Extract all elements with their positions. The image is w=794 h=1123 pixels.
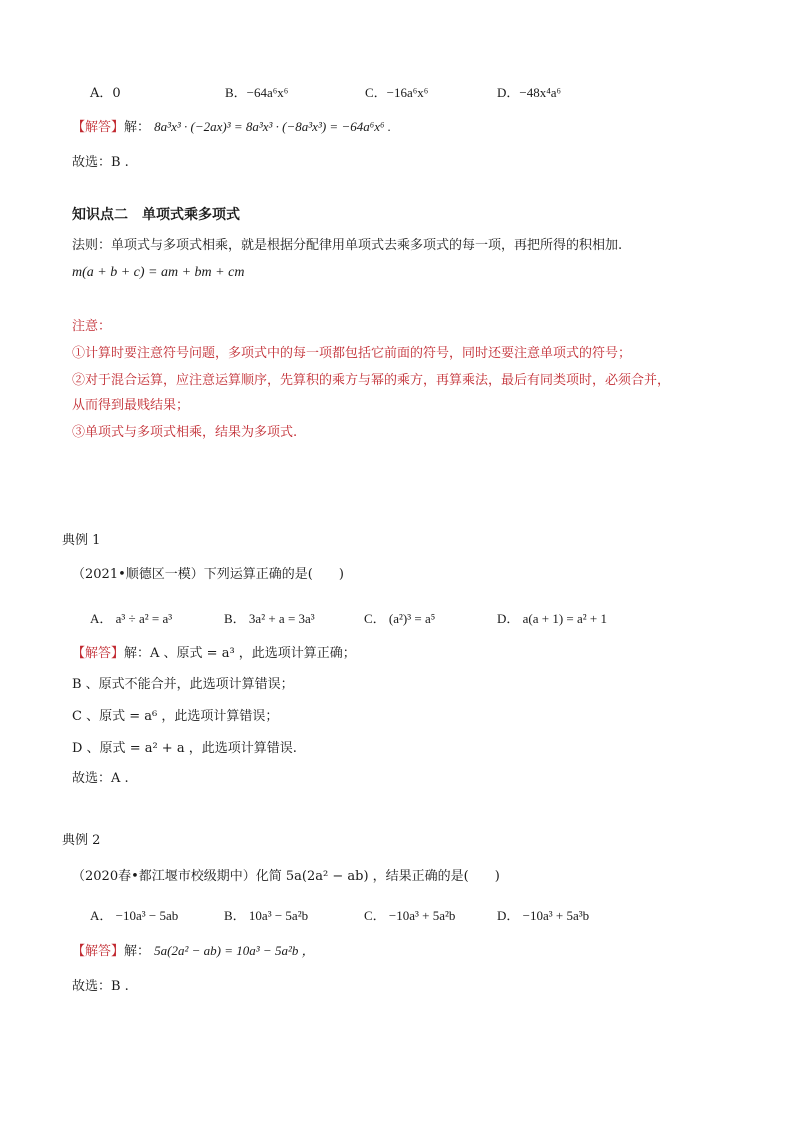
example1-answer-line-3: C 、原式 = a⁶ ，此选项计算错误；	[72, 709, 279, 724]
answer-label: 【解答】	[72, 944, 125, 959]
answer-prefix: 解：	[124, 944, 151, 959]
block1-conclusion: 故选：B .	[72, 155, 129, 170]
answer-label: 【解答】	[72, 120, 125, 135]
example1-answer-line-4: D 、原式 = a² + a ，此选项计算错误.	[72, 741, 297, 756]
option-b: B．−64a⁶x⁶	[225, 85, 289, 100]
section-rule: 法则：单项式与多项式相乘，就是根据分配律用单项式去乘多项式的每一项，再把所得的积相加.	[72, 238, 623, 253]
example2-conclusion: 故选：B .	[72, 979, 129, 994]
example2-option-b: B． 10a³ − 5a²b	[224, 908, 309, 923]
answer-math: 8a³x³ · (−2ax)³ = 8a³x³ · (−8a³x³) = −64a⁶x⁶ .	[154, 119, 392, 134]
answer-math: 5a(2a² − ab) = 10a³ − 5a²b ，	[154, 943, 315, 958]
example2-question: （2020春•都江堰市校级期中）化简 5a(2a² − ab) ，结果正确的是( )	[72, 869, 500, 884]
note-item-3: ③单项式与多项式相乘，结果为多项式.	[72, 425, 298, 440]
answer-prefix: 解：	[124, 120, 151, 135]
example2-option-a: A． −10a³ − 5ab	[90, 908, 179, 923]
answer-text: 解：A 、原式 = a³ ，此选项计算正确；	[124, 646, 356, 661]
option-a: A．0	[90, 86, 121, 101]
section-title: 知识点二 单项式乘多项式	[72, 207, 240, 223]
example1-option-a: A． a³ ÷ a² = a³	[90, 611, 173, 626]
note-item-2-cont: 从而得到最贱结果；	[72, 398, 190, 413]
answer-label: 【解答】	[72, 646, 125, 661]
example2-title: 典例 2	[62, 833, 101, 848]
block1-answer	[72, 118, 391, 137]
example2-option-d: D． −10a³ + 5a³b	[497, 908, 590, 923]
example1-answer-line-2: B 、原式不能合并，此选项计算错误；	[72, 677, 294, 692]
option-c: C．−16a⁶x⁶	[365, 85, 429, 100]
example1-answer-line-1	[72, 645, 356, 663]
section-formula: m(a + b + c) = am + bm + cm	[72, 265, 245, 280]
example2-answer	[72, 942, 315, 961]
example1-question: （2021•顺德区一模）下列运算正确的是( )	[72, 567, 344, 582]
example1-option-d: D． a(a + 1) = a² + 1	[497, 611, 607, 626]
example1-option-c: C． (a²)³ = a⁵	[364, 611, 436, 626]
example1-conclusion: 故选：A .	[72, 771, 129, 786]
example2-option-c: C． −10a³ + 5a²b	[364, 908, 456, 923]
example1-title: 典例 1	[62, 533, 101, 548]
option-d: D．−48x⁴a⁶	[497, 85, 562, 100]
note-item-1: ①计算时要注意符号问题，多项式中的每一项都包括它前面的符号，同时还要注意单项式的符号；	[72, 346, 632, 361]
note-title: 注意：	[72, 319, 112, 334]
note-item-2: ②对于混合运算，应注意运算顺序，先算积的乘方与幂的乘方，再算乘法，最后有同类项时，必须合并，	[72, 373, 671, 388]
example1-option-b: B． 3a² + a = 3a³	[224, 611, 315, 626]
